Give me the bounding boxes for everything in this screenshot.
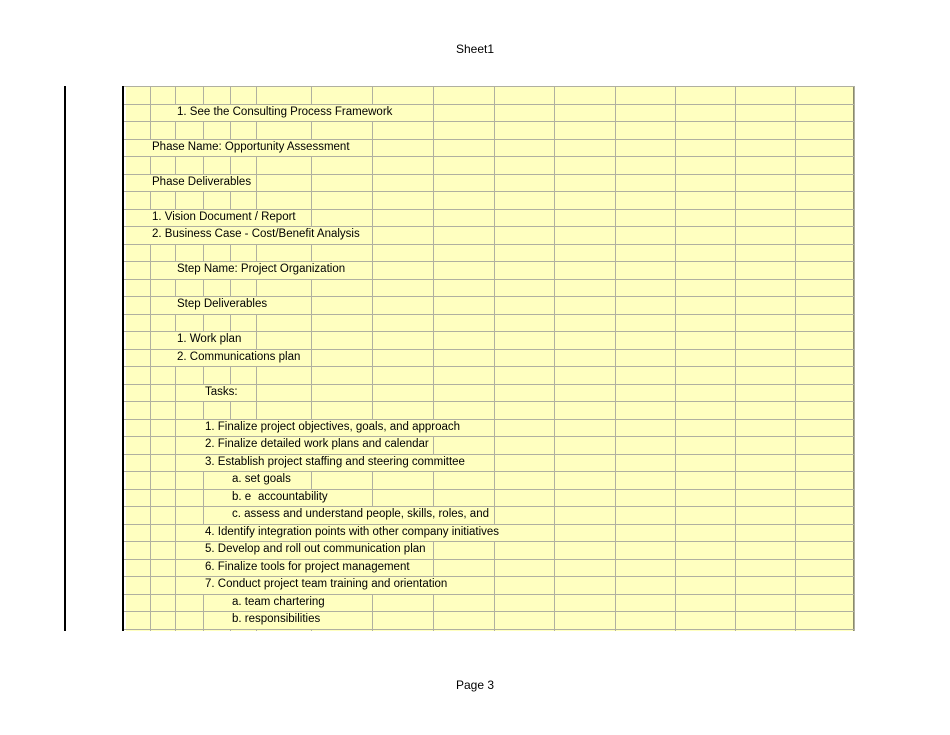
cell-text[interactable] — [126, 86, 128, 104]
cell-text[interactable]: 1. Work plan — [175, 331, 241, 349]
row-15 — [126, 331, 854, 349]
row-2 — [126, 104, 854, 122]
row-27 — [126, 541, 854, 559]
gridline-horizontal — [64, 349, 854, 350]
row-19 — [126, 401, 854, 419]
cell-text[interactable] — [126, 244, 128, 262]
gridline-horizontal — [64, 156, 854, 157]
gridline-horizontal — [64, 121, 854, 122]
row-5 — [126, 156, 854, 174]
cell-text[interactable]: 6. Finalize tools for project management — [203, 559, 410, 577]
page-number: Page 3 — [455, 678, 495, 692]
row-9 — [126, 226, 854, 244]
row-25 — [126, 506, 854, 524]
gridline-horizontal — [64, 524, 854, 525]
cell-text[interactable]: accountability — [256, 489, 328, 507]
gridline-horizontal — [64, 611, 854, 612]
cell-text[interactable]: Phase Deliverables — [150, 174, 251, 192]
gridline-horizontal — [64, 226, 854, 227]
spreadsheet-grid — [64, 86, 854, 631]
gridline-horizontal — [64, 314, 854, 315]
gridline-horizontal — [64, 489, 854, 490]
row-28 — [126, 559, 854, 577]
cell-text[interactable] — [126, 366, 128, 384]
cell-text[interactable]: 4. Identify integration points with other company initiatives — [203, 524, 499, 542]
row-6 — [126, 174, 854, 192]
sheet-title: Sheet1 — [455, 42, 495, 56]
gridline-horizontal — [64, 244, 854, 245]
gridline-horizontal — [64, 331, 854, 332]
gridline-horizontal — [64, 86, 854, 87]
cell-text[interactable]: 2. Finalize detailed work plans and calendar — [203, 436, 429, 454]
gridline-horizontal — [64, 174, 854, 175]
row-8 — [126, 209, 854, 227]
row-18 — [126, 384, 854, 402]
row-22 — [126, 454, 854, 472]
cell-text[interactable]: 7. Conduct project team training and orientation — [203, 576, 447, 594]
row-10 — [126, 244, 854, 262]
cell-text[interactable]: 1. See the Consulting Process Framework — [175, 104, 392, 122]
column-a — [64, 86, 124, 631]
cell-text[interactable]: 1. Vision Document / Report — [150, 209, 296, 227]
cell-text[interactable] — [126, 401, 128, 419]
row-26 — [126, 524, 854, 542]
cell-text[interactable]: a. set goals — [230, 471, 291, 489]
row-23 — [126, 471, 854, 489]
gridline-horizontal — [64, 576, 854, 577]
cell-text[interactable]: c. assess and understand people, skills, roles, and — [230, 506, 489, 524]
gridline-horizontal — [64, 454, 854, 455]
cell-text[interactable]: Phase Name: Opportunity Assessment — [150, 139, 350, 157]
gridline-horizontal — [64, 541, 854, 542]
cell-text[interactable]: Step Deliverables — [175, 296, 267, 314]
cell-text[interactable]: b. e — [230, 489, 251, 507]
gridline-horizontal — [64, 384, 854, 385]
gridline-horizontal — [64, 104, 854, 105]
gridline-horizontal — [64, 191, 854, 192]
cell-text[interactable]: a. team chartering — [230, 594, 325, 612]
row-4 — [126, 139, 854, 157]
row-7 — [126, 191, 854, 209]
gridline-horizontal — [64, 559, 854, 560]
gridline-horizontal — [64, 419, 854, 420]
row-13 — [126, 296, 854, 314]
cell-text[interactable] — [126, 121, 128, 139]
cell-text[interactable]: 1. Finalize project objectives, goals, and approach — [203, 419, 460, 437]
cell-text[interactable] — [126, 156, 128, 174]
gridline-horizontal — [64, 261, 854, 262]
row-20 — [126, 419, 854, 437]
gridline-horizontal — [64, 436, 854, 437]
gridline-horizontal — [64, 629, 854, 630]
cell-text[interactable]: 2. Communications plan — [175, 349, 300, 367]
gridline-vertical — [854, 86, 855, 631]
cell-text[interactable]: 5. Develop and roll out communication plan — [203, 541, 426, 559]
cell-text[interactable]: b. responsibilities — [230, 611, 320, 629]
row-11 — [126, 261, 854, 279]
cell-text[interactable]: 3. Establish project staffing and steering committee — [203, 454, 465, 472]
row-24 — [126, 489, 854, 507]
row-16 — [126, 349, 854, 367]
row-12 — [126, 279, 854, 297]
row-3 — [126, 121, 854, 139]
gridline-horizontal — [64, 139, 854, 140]
row-14 — [126, 314, 854, 332]
gridline-horizontal — [64, 506, 854, 507]
cell-text[interactable] — [126, 314, 128, 332]
cell-text[interactable] — [126, 191, 128, 209]
gridline-horizontal — [64, 594, 854, 595]
cell-text[interactable]: Tasks: — [203, 384, 238, 402]
gridline-horizontal — [64, 279, 854, 280]
gridline-horizontal — [64, 401, 854, 402]
gridline-horizontal — [64, 209, 854, 210]
row-1 — [126, 86, 854, 104]
row-21 — [126, 436, 854, 454]
gridline-horizontal — [64, 296, 854, 297]
cell-text[interactable]: 2. Business Case - Cost/Benefit Analysis — [150, 226, 360, 244]
cell-text[interactable]: Step Name: Project Organization — [175, 261, 345, 279]
gridline-horizontal — [64, 366, 854, 367]
cell-text[interactable] — [126, 279, 128, 297]
row-30 — [126, 594, 854, 612]
row-29 — [126, 576, 854, 594]
gridline-horizontal — [64, 471, 854, 472]
row-17 — [126, 366, 854, 384]
row-31 — [126, 611, 854, 629]
